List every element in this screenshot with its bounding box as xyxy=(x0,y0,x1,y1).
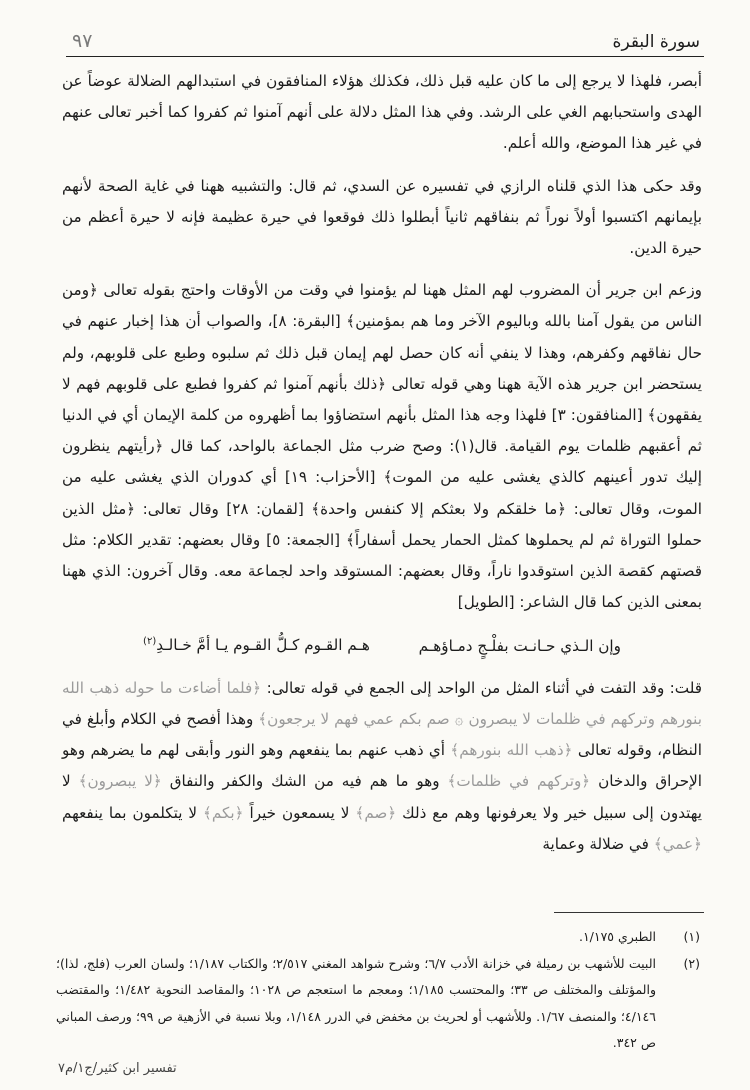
paragraph-4 xyxy=(62,673,702,860)
quran-quote-faded: ﴿بكم﴾ xyxy=(203,803,244,822)
quran-quote-faded: ﴿لا يبصرون﴾ xyxy=(78,772,162,791)
paragraph-2: وقد حكى هذا الذي قلناه الرازي في تفسيره عن السدي، ثم قال: والتشبيه ههنا في غاية الصحة لأنهم بإيمانهم اكتسبوا أولاً نوراً ثم بنفاقهم ثانياً أبطلوا ذلك فوقعوا في حيرة عظيمة فإنه لا حيرة أعظم من حيرة الدين. xyxy=(62,176,702,258)
footnote-number: (٢) xyxy=(683,955,700,971)
main-text xyxy=(62,66,702,860)
surah-title: سورة البقرة xyxy=(612,32,700,52)
page-number: ٩٧ xyxy=(72,30,93,52)
p4-text-2: أي ذهب عنهم بما ينفعهم وهو النور وأبقى لهم ما يضرهم وهو الإحراق والدخان xyxy=(62,741,702,791)
paragraph-1: أبصر، فلهذا لا يرجع إلى ما كان عليه قبل ذلك، فكذلك هؤلاء المنافقون في استبدالهم الضلالة عوضاً عن الهدى واستحبابهم الغي على الرشد. وفي هذا المثل دلالة على أنهم آمنوا ثم كفروا كما أخبر تعالى عنهم في غير هذا الموضع، والله أعلم. xyxy=(62,72,702,153)
quran-quote-faded: ﴿وتركهم في ظلمات﴾ xyxy=(447,772,591,791)
verse-hemistich-1: وإن الـذي حـانـت بفلْـجٍ دمـاؤهـم xyxy=(418,636,621,655)
p4-text-7: في ضلالة وعماية xyxy=(542,834,654,853)
printer-signature: تفسير ابن كثير/ج١/م٧ xyxy=(58,1061,177,1076)
p4-text-1: وهذا أفصح في الكلام وأبلغ في النظام، وقوله تعالى xyxy=(62,709,703,760)
quran-quote-faded: ﴿عمي﴾ xyxy=(653,834,702,853)
p4-text-3: وهو ما هم فيه من الشك والكفر والنفاق xyxy=(161,772,448,791)
p4-lead: قلت: وقد التفت في أثناء المثل من الواحد إلى الجمع في قوله تعالى: xyxy=(261,678,702,697)
poetry-verse xyxy=(62,626,702,661)
paragraph-3: وزعم ابن جرير أن المضروب لهم المثل ههنا لم يؤمنوا في وقت من الأوقات واحتج بقوله تعالى ﴿ومن الناس من يقول آمنا بالله وباليوم الآخر وما هم بمؤمنين﴾ [البقرة: ٨]، والصواب أن هذا إخبار عنهم في حال نفاقهم وكفرهم، وهذا لا ينفي أنه كان حصل لهم إيمان قبل ذلك ثم سلبوه وطبع على قلوبهم، ولم يستحضر ابن جرير هذه الآية ههنا وهي قوله تعالى ﴿ذلك بأنهم آمنوا ثم كفروا فطبع على قلوبهم فهم لا يفقهون﴾ [المنافقون: ٣] فلهذا وجه هذا المثل بأنهم استضاؤوا بما أظهروه من كلمة الإيمان أي في الدنيا ثم أعقبهم ظلمات يوم القيامة. قال(١): وصح ضرب مثل الجماعة بالواحد، كما قال ﴿رأيتهم ينظرون إليك تدور أعينهم كالذي يغشى عليه من الموت﴾ [الأحزاب: ١٩] أي كدوران الذي يغشى عليه من الموت، وقال تعالى: ﴿ما خلقكم ولا بعثكم إلا كنفس واحدة﴾ [لقمان: ٢٨] وقال تعالى: ﴿مثل الذين حملوا التوراة ثم لم يحملوها كمثل الحمار يحمل أسفاراً﴾ [الجمعة: ٥] وقال بعضهم: تقدير الكلام: مثل قصتهم كقصة الذين استوقدوا ناراً، وقال بعضهم: المستوقد واحد لجماعة معه. وقال آخرون: الذي ههنا بمعنى الذين كما قال الشاعر: [الطويل] xyxy=(62,281,703,612)
p4-text-5: لا يسمعون خيراً xyxy=(243,803,356,822)
footnote-number: (١) xyxy=(683,929,700,944)
footnote-separator xyxy=(554,912,704,913)
footnote-ref: (٢) xyxy=(143,636,157,648)
verse-hemistich-2-text: هـم القـوم كـلُّ القـوم يـا أمَّ خـالـدِ xyxy=(156,636,370,655)
footnote-text: الطبري ١/١٧٥. xyxy=(578,929,656,944)
footnote-1 xyxy=(56,924,700,951)
quran-quote-faded: ﴿صم﴾ xyxy=(355,803,397,822)
page-header xyxy=(66,30,704,57)
p4-text-4: لا يهتدون إلى سبيل خير ولا يعرفونها وهم مع ذلك xyxy=(62,772,702,822)
footnotes xyxy=(56,924,700,1057)
quran-quote-faded: ﴿فلما أضاءت ما حوله ذهب الله بنورهم وتركهم في ظلمات لا يبصرون ۞ صم بكم عمي فهم لا يرجعون﴾ xyxy=(62,678,702,728)
quran-quote-faded: ﴿ذهب الله بنورهم﴾ xyxy=(450,741,573,760)
p4-text-6: لا يتكلمون بما ينفعهم xyxy=(62,803,203,822)
verse-hemistich-2 xyxy=(143,626,370,661)
footnote-2 xyxy=(56,951,700,1057)
footnote-text: البيت للأشهب بن رميلة في خزانة الأدب ٦/٧؛ وشرح شواهد المغني ٢/٥١٧؛ والكتاب ١/١٨٧؛ ولسان العرب (فلج، لذا)؛ والمؤتلف والمختلف ص ٣٣؛ والمحتسب ١/١٨٥؛ ومعجم ما استعجم ص ١٠٢٨؛ والمقاصد النحوية ١/٤٨٢؛ والمقتضب ٤/١٤٦؛ والمنصف ١/٦٧. وللأشهب أو لحريث بن مخفض في الدرر ١/١٤٨، وبلا نسبة في الأزهية ص ٩٩؛ ورصف المباني ص ٣٤٢. xyxy=(56,955,656,1050)
